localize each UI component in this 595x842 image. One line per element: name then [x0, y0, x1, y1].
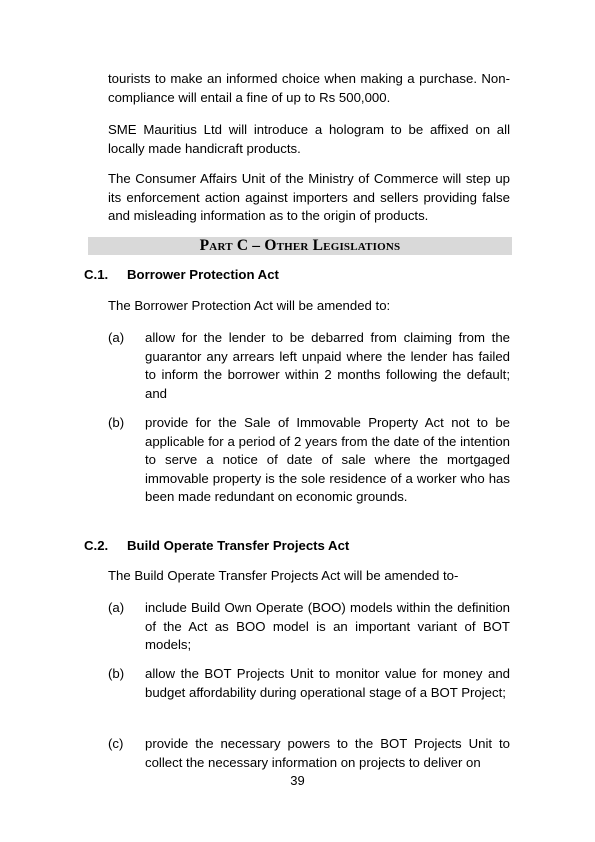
section-number: C.1. — [84, 267, 109, 282]
list-item-text: allow the BOT Projects Unit to monitor value for money and budget affordability during operational stage of a BOT Project; — [145, 666, 510, 700]
intro-paragraph-1: tourists to make an informed choice when making a purchase. Non-compliance will entail a fine of up to Rs 500,000. — [108, 71, 510, 105]
list-item-text: include Build Own Operate (BOO) models within the definition of the Act as BOO model is an important variant of BOT models; — [145, 600, 510, 653]
list-item-label: (c) — [108, 736, 124, 751]
list-item — [108, 329, 510, 403]
part-c-title: Part C – Other Legislations — [199, 237, 401, 254]
list-item — [108, 599, 510, 655]
section-lead-c1: The Borrower Protection Act will be amended to: — [108, 298, 391, 313]
list-item-label: (b) — [108, 666, 125, 681]
list-item-label: (a) — [108, 600, 125, 615]
intro-paragraph-2: SME Mauritius Ltd will introduce a hologram to be affixed on all locally made handicraft products. — [108, 122, 510, 156]
list-item-text: provide the necessary powers to the BOT Projects Unit to collect the necessary information on projects to deliver on — [145, 736, 510, 770]
list-item — [108, 665, 510, 702]
list-item-label: (b) — [108, 415, 125, 430]
list-item-text: allow for the lender to be debarred from claiming from the guarantor any arrears left unpaid where the lender has failed to inform the borrower within 2 months following the default; and — [145, 330, 510, 401]
intro-paragraph-3: The Consumer Affairs Unit of the Ministry of Commerce will step up its enforcement action against importers and sellers providing false and misleading information as to the origin of products. — [108, 171, 510, 224]
part-c-banner — [88, 237, 512, 255]
section-heading-c1 — [84, 266, 279, 284]
section-number: C.2. — [84, 538, 109, 553]
section-title: Build Operate Transfer Projects Act — [127, 538, 350, 553]
list-item-text: provide for the Sale of Immovable Property Act not to be applicable for a period of 2 years from the date of the intention to serve a notice of date of sale where the mortgaged immovable property is the sole residence of a worker who has been made redundant on economic grounds. — [145, 415, 510, 505]
list-item-label: (a) — [108, 330, 125, 345]
page-number: 39 — [290, 773, 305, 788]
list-item — [108, 414, 510, 507]
list-item — [108, 735, 510, 772]
section-heading-c2 — [84, 537, 349, 555]
section-lead-c2: The Build Operate Transfer Projects Act will be amended to- — [108, 568, 459, 583]
section-title: Borrower Protection Act — [127, 267, 279, 282]
